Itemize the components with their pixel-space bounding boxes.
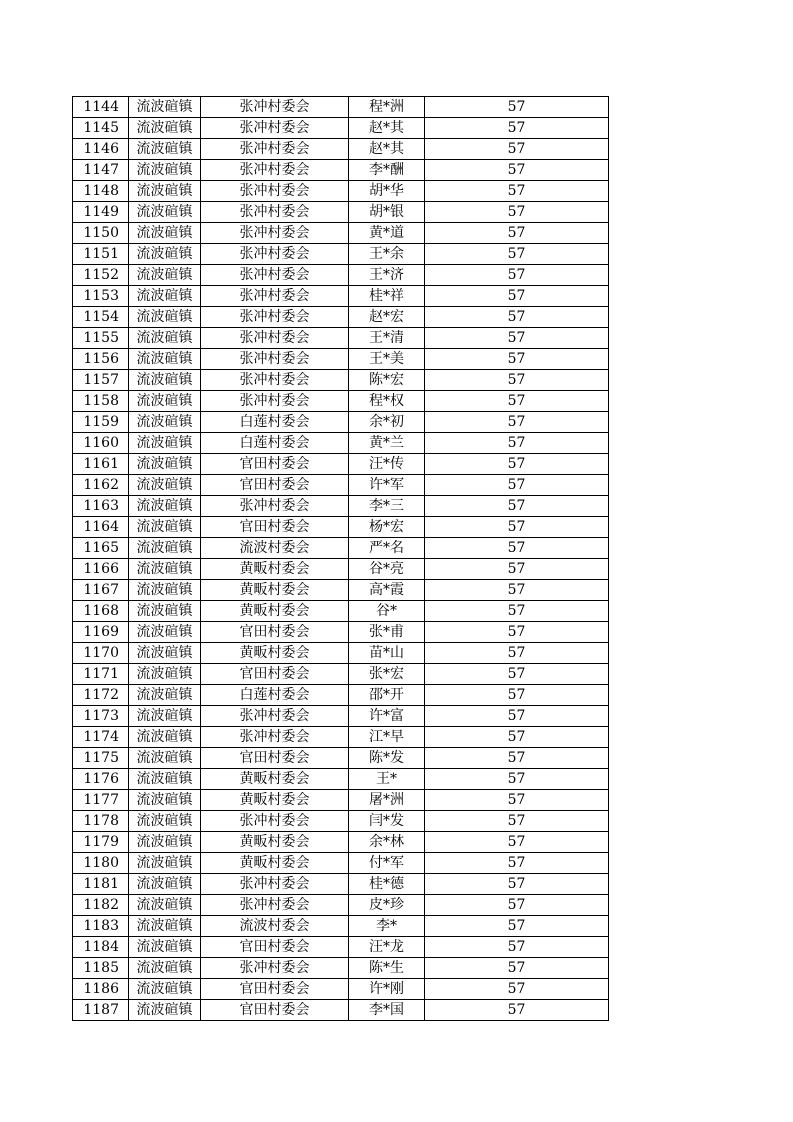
value-cell: 57 <box>425 202 609 223</box>
village-cell: 白莲村委会 <box>201 412 349 433</box>
name-cell: 张*甫 <box>349 622 425 643</box>
value-cell: 57 <box>425 265 609 286</box>
table-row <box>73 265 609 286</box>
town-cell: 流波碹镇 <box>129 748 201 769</box>
value-cell: 57 <box>425 958 609 979</box>
value-cell: 57 <box>425 559 609 580</box>
value-cell: 57 <box>425 391 609 412</box>
value-cell: 57 <box>425 307 609 328</box>
village-cell: 官田村委会 <box>201 1000 349 1021</box>
value-cell: 57 <box>425 937 609 958</box>
value-cell: 57 <box>425 370 609 391</box>
row-id-cell: 1158 <box>73 391 129 412</box>
village-cell: 张冲村委会 <box>201 97 349 118</box>
value-cell: 57 <box>425 874 609 895</box>
name-cell: 汪*龙 <box>349 937 425 958</box>
table-row <box>73 895 609 916</box>
table-row <box>73 559 609 580</box>
table-row <box>73 412 609 433</box>
town-cell: 流波碹镇 <box>129 874 201 895</box>
table-row <box>73 937 609 958</box>
name-cell: 赵*宏 <box>349 307 425 328</box>
village-cell: 黄畈村委会 <box>201 790 349 811</box>
value-cell: 57 <box>425 349 609 370</box>
row-id-cell: 1151 <box>73 244 129 265</box>
table-row <box>73 349 609 370</box>
table-row <box>73 811 609 832</box>
town-cell: 流波碹镇 <box>129 391 201 412</box>
value-cell: 57 <box>425 685 609 706</box>
town-cell: 流波碹镇 <box>129 853 201 874</box>
table-row <box>73 97 609 118</box>
name-cell: 王*美 <box>349 349 425 370</box>
table-row <box>73 790 609 811</box>
table-row <box>73 286 609 307</box>
table-row <box>73 580 609 601</box>
town-cell: 流波碹镇 <box>129 895 201 916</box>
table-row <box>73 139 609 160</box>
value-cell: 57 <box>425 727 609 748</box>
town-cell: 流波碹镇 <box>129 412 201 433</box>
name-cell: 张*宏 <box>349 664 425 685</box>
village-cell: 白莲村委会 <box>201 685 349 706</box>
value-cell: 57 <box>425 97 609 118</box>
town-cell: 流波碹镇 <box>129 790 201 811</box>
town-cell: 流波碹镇 <box>129 811 201 832</box>
village-cell: 官田村委会 <box>201 664 349 685</box>
name-cell: 王* <box>349 769 425 790</box>
row-id-cell: 1149 <box>73 202 129 223</box>
name-cell: 程*洲 <box>349 97 425 118</box>
village-cell: 官田村委会 <box>201 454 349 475</box>
town-cell: 流波碹镇 <box>129 580 201 601</box>
town-cell: 流波碹镇 <box>129 727 201 748</box>
row-id-cell: 1178 <box>73 811 129 832</box>
row-id-cell: 1163 <box>73 496 129 517</box>
table-row <box>73 475 609 496</box>
value-cell: 57 <box>425 916 609 937</box>
village-cell: 张冲村委会 <box>201 391 349 412</box>
name-cell: 苗*山 <box>349 643 425 664</box>
name-cell: 赵*其 <box>349 139 425 160</box>
name-cell: 胡*华 <box>349 181 425 202</box>
village-cell: 官田村委会 <box>201 937 349 958</box>
row-id-cell: 1172 <box>73 685 129 706</box>
village-cell: 黄畈村委会 <box>201 853 349 874</box>
value-cell: 57 <box>425 412 609 433</box>
town-cell: 流波碹镇 <box>129 370 201 391</box>
name-cell: 胡*银 <box>349 202 425 223</box>
name-cell: 李*三 <box>349 496 425 517</box>
table-row <box>73 433 609 454</box>
row-id-cell: 1144 <box>73 97 129 118</box>
row-id-cell: 1175 <box>73 748 129 769</box>
value-cell: 57 <box>425 790 609 811</box>
row-id-cell: 1147 <box>73 160 129 181</box>
town-cell: 流波碹镇 <box>129 937 201 958</box>
village-cell: 黄畈村委会 <box>201 769 349 790</box>
name-cell: 高*霞 <box>349 580 425 601</box>
village-cell: 张冲村委会 <box>201 265 349 286</box>
row-id-cell: 1177 <box>73 790 129 811</box>
village-cell: 张冲村委会 <box>201 706 349 727</box>
town-cell: 流波碹镇 <box>129 202 201 223</box>
town-cell: 流波碹镇 <box>129 622 201 643</box>
village-cell: 张冲村委会 <box>201 874 349 895</box>
town-cell: 流波碹镇 <box>129 181 201 202</box>
town-cell: 流波碹镇 <box>129 307 201 328</box>
village-cell: 黄畈村委会 <box>201 601 349 622</box>
table-row <box>73 517 609 538</box>
town-cell: 流波碹镇 <box>129 244 201 265</box>
town-cell: 流波碹镇 <box>129 769 201 790</box>
town-cell: 流波碹镇 <box>129 454 201 475</box>
value-cell: 57 <box>425 244 609 265</box>
table-row <box>73 223 609 244</box>
row-id-cell: 1183 <box>73 916 129 937</box>
row-id-cell: 1167 <box>73 580 129 601</box>
value-cell: 57 <box>425 979 609 1000</box>
town-cell: 流波碹镇 <box>129 706 201 727</box>
name-cell: 桂*祥 <box>349 286 425 307</box>
name-cell: 陈*生 <box>349 958 425 979</box>
village-cell: 官田村委会 <box>201 979 349 1000</box>
value-cell: 57 <box>425 517 609 538</box>
row-id-cell: 1166 <box>73 559 129 580</box>
value-cell: 57 <box>425 538 609 559</box>
town-cell: 流波碹镇 <box>129 979 201 1000</box>
table-row <box>73 328 609 349</box>
value-cell: 57 <box>425 496 609 517</box>
roster-table <box>72 96 609 1021</box>
village-cell: 张冲村委会 <box>201 223 349 244</box>
village-cell: 张冲村委会 <box>201 244 349 265</box>
table-row <box>73 454 609 475</box>
name-cell: 余*林 <box>349 832 425 853</box>
village-cell: 张冲村委会 <box>201 118 349 139</box>
value-cell: 57 <box>425 328 609 349</box>
village-cell: 白莲村委会 <box>201 433 349 454</box>
value-cell: 57 <box>425 706 609 727</box>
row-id-cell: 1162 <box>73 475 129 496</box>
row-id-cell: 1185 <box>73 958 129 979</box>
town-cell: 流波碹镇 <box>129 433 201 454</box>
table-row <box>73 538 609 559</box>
name-cell: 谷*亮 <box>349 559 425 580</box>
town-cell: 流波碹镇 <box>129 97 201 118</box>
town-cell: 流波碹镇 <box>129 349 201 370</box>
name-cell: 许*刚 <box>349 979 425 1000</box>
table-row <box>73 496 609 517</box>
name-cell: 桂*德 <box>349 874 425 895</box>
row-id-cell: 1173 <box>73 706 129 727</box>
table-row <box>73 769 609 790</box>
value-cell: 57 <box>425 622 609 643</box>
name-cell: 余*初 <box>349 412 425 433</box>
row-id-cell: 1169 <box>73 622 129 643</box>
village-cell: 官田村委会 <box>201 475 349 496</box>
value-cell: 57 <box>425 160 609 181</box>
town-cell: 流波碹镇 <box>129 1000 201 1021</box>
value-cell: 57 <box>425 811 609 832</box>
value-cell: 57 <box>425 1000 609 1021</box>
name-cell: 李*国 <box>349 1000 425 1021</box>
row-id-cell: 1161 <box>73 454 129 475</box>
name-cell: 谷* <box>349 601 425 622</box>
table-row <box>73 685 609 706</box>
row-id-cell: 1187 <box>73 1000 129 1021</box>
table-row <box>73 706 609 727</box>
town-cell: 流波碹镇 <box>129 601 201 622</box>
town-cell: 流波碹镇 <box>129 643 201 664</box>
table-row <box>73 853 609 874</box>
row-id-cell: 1152 <box>73 265 129 286</box>
village-cell: 张冲村委会 <box>201 307 349 328</box>
village-cell: 张冲村委会 <box>201 727 349 748</box>
value-cell: 57 <box>425 832 609 853</box>
name-cell: 赵*其 <box>349 118 425 139</box>
value-cell: 57 <box>425 664 609 685</box>
village-cell: 黄畈村委会 <box>201 832 349 853</box>
row-id-cell: 1176 <box>73 769 129 790</box>
town-cell: 流波碹镇 <box>129 139 201 160</box>
village-cell: 张冲村委会 <box>201 160 349 181</box>
value-cell: 57 <box>425 748 609 769</box>
table-row <box>73 160 609 181</box>
row-id-cell: 1153 <box>73 286 129 307</box>
name-cell: 黄*道 <box>349 223 425 244</box>
table-row <box>73 748 609 769</box>
village-cell: 张冲村委会 <box>201 286 349 307</box>
table-row <box>73 181 609 202</box>
table-row <box>73 118 609 139</box>
town-cell: 流波碹镇 <box>129 496 201 517</box>
value-cell: 57 <box>425 118 609 139</box>
row-id-cell: 1184 <box>73 937 129 958</box>
village-cell: 黄畈村委会 <box>201 559 349 580</box>
table-row <box>73 202 609 223</box>
table-row <box>73 307 609 328</box>
value-cell: 57 <box>425 643 609 664</box>
name-cell: 王*济 <box>349 265 425 286</box>
row-id-cell: 1171 <box>73 664 129 685</box>
table-row <box>73 874 609 895</box>
value-cell: 57 <box>425 475 609 496</box>
name-cell: 许*富 <box>349 706 425 727</box>
value-cell: 57 <box>425 454 609 475</box>
village-cell: 黄畈村委会 <box>201 580 349 601</box>
table-row <box>73 727 609 748</box>
name-cell: 李*酬 <box>349 160 425 181</box>
town-cell: 流波碹镇 <box>129 265 201 286</box>
village-cell: 官田村委会 <box>201 748 349 769</box>
row-id-cell: 1155 <box>73 328 129 349</box>
table-row <box>73 643 609 664</box>
row-id-cell: 1180 <box>73 853 129 874</box>
value-cell: 57 <box>425 433 609 454</box>
value-cell: 57 <box>425 181 609 202</box>
table-row <box>73 370 609 391</box>
village-cell: 张冲村委会 <box>201 349 349 370</box>
table-row <box>73 391 609 412</box>
table-row <box>73 832 609 853</box>
town-cell: 流波碹镇 <box>129 286 201 307</box>
village-cell: 张冲村委会 <box>201 811 349 832</box>
name-cell: 程*权 <box>349 391 425 412</box>
row-id-cell: 1157 <box>73 370 129 391</box>
table-row <box>73 601 609 622</box>
row-id-cell: 1146 <box>73 139 129 160</box>
row-id-cell: 1181 <box>73 874 129 895</box>
town-cell: 流波碹镇 <box>129 475 201 496</box>
town-cell: 流波碹镇 <box>129 832 201 853</box>
town-cell: 流波碹镇 <box>129 538 201 559</box>
name-cell: 黄*兰 <box>349 433 425 454</box>
name-cell: 李* <box>349 916 425 937</box>
name-cell: 王*清 <box>349 328 425 349</box>
row-id-cell: 1182 <box>73 895 129 916</box>
row-id-cell: 1164 <box>73 517 129 538</box>
table-row <box>73 958 609 979</box>
village-cell: 官田村委会 <box>201 517 349 538</box>
name-cell: 严*名 <box>349 538 425 559</box>
row-id-cell: 1150 <box>73 223 129 244</box>
town-cell: 流波碹镇 <box>129 517 201 538</box>
village-cell: 流波村委会 <box>201 538 349 559</box>
town-cell: 流波碹镇 <box>129 916 201 937</box>
row-id-cell: 1148 <box>73 181 129 202</box>
row-id-cell: 1186 <box>73 979 129 1000</box>
village-cell: 黄畈村委会 <box>201 643 349 664</box>
town-cell: 流波碹镇 <box>129 664 201 685</box>
town-cell: 流波碹镇 <box>129 559 201 580</box>
name-cell: 屠*洲 <box>349 790 425 811</box>
town-cell: 流波碹镇 <box>129 160 201 181</box>
name-cell: 王*余 <box>349 244 425 265</box>
value-cell: 57 <box>425 223 609 244</box>
row-id-cell: 1154 <box>73 307 129 328</box>
town-cell: 流波碹镇 <box>129 328 201 349</box>
town-cell: 流波碹镇 <box>129 958 201 979</box>
row-id-cell: 1145 <box>73 118 129 139</box>
name-cell: 付*军 <box>349 853 425 874</box>
value-cell: 57 <box>425 286 609 307</box>
value-cell: 57 <box>425 139 609 160</box>
table-row <box>73 1000 609 1021</box>
row-id-cell: 1156 <box>73 349 129 370</box>
row-id-cell: 1170 <box>73 643 129 664</box>
name-cell: 汪*传 <box>349 454 425 475</box>
value-cell: 57 <box>425 853 609 874</box>
table-row <box>73 979 609 1000</box>
name-cell: 陈*宏 <box>349 370 425 391</box>
name-cell: 皮*珍 <box>349 895 425 916</box>
row-id-cell: 1159 <box>73 412 129 433</box>
row-id-cell: 1179 <box>73 832 129 853</box>
village-cell: 张冲村委会 <box>201 895 349 916</box>
village-cell: 官田村委会 <box>201 622 349 643</box>
row-id-cell: 1160 <box>73 433 129 454</box>
table-row <box>73 244 609 265</box>
village-cell: 张冲村委会 <box>201 496 349 517</box>
name-cell: 闫*发 <box>349 811 425 832</box>
roster-table-body <box>73 97 609 1021</box>
village-cell: 张冲村委会 <box>201 370 349 391</box>
value-cell: 57 <box>425 895 609 916</box>
village-cell: 张冲村委会 <box>201 181 349 202</box>
village-cell: 流波村委会 <box>201 916 349 937</box>
table-row <box>73 664 609 685</box>
town-cell: 流波碹镇 <box>129 685 201 706</box>
row-id-cell: 1174 <box>73 727 129 748</box>
town-cell: 流波碹镇 <box>129 223 201 244</box>
value-cell: 57 <box>425 580 609 601</box>
village-cell: 张冲村委会 <box>201 202 349 223</box>
name-cell: 邵*开 <box>349 685 425 706</box>
row-id-cell: 1168 <box>73 601 129 622</box>
village-cell: 张冲村委会 <box>201 958 349 979</box>
town-cell: 流波碹镇 <box>129 118 201 139</box>
village-cell: 张冲村委会 <box>201 328 349 349</box>
name-cell: 江*早 <box>349 727 425 748</box>
name-cell: 许*军 <box>349 475 425 496</box>
table-row <box>73 916 609 937</box>
table-row <box>73 622 609 643</box>
name-cell: 杨*宏 <box>349 517 425 538</box>
name-cell: 陈*发 <box>349 748 425 769</box>
row-id-cell: 1165 <box>73 538 129 559</box>
value-cell: 57 <box>425 601 609 622</box>
value-cell: 57 <box>425 769 609 790</box>
village-cell: 张冲村委会 <box>201 139 349 160</box>
